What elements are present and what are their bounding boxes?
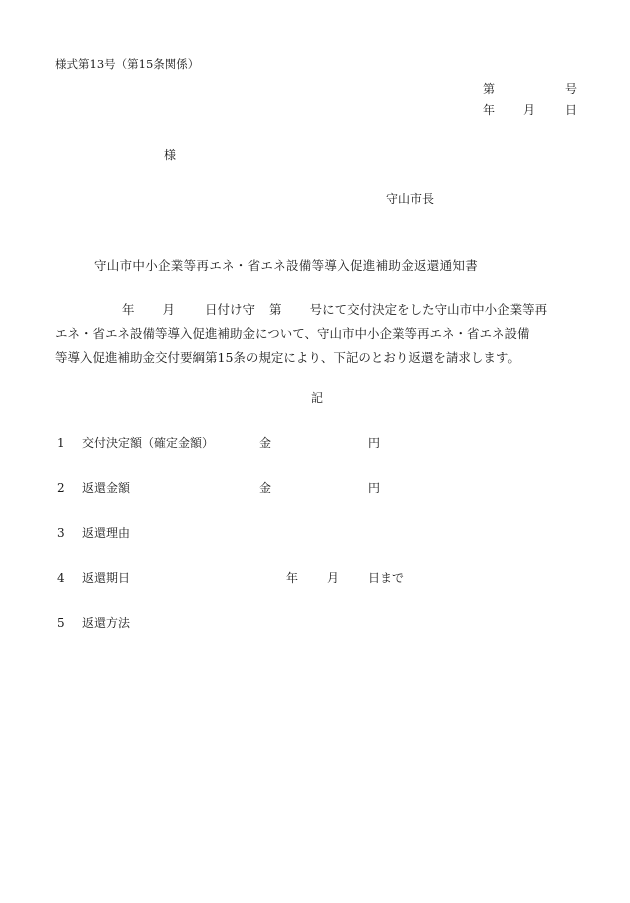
date-day: 日 (565, 103, 578, 117)
item-number: 4 (57, 571, 65, 585)
body-month: 月 (162, 302, 176, 317)
item-label-return-deadline: 返還期日 (82, 571, 131, 585)
body-day-text: 日付け守 (205, 302, 256, 317)
item-number: 2 (57, 481, 65, 495)
body-dai: 第 (269, 302, 282, 317)
item-label-return-reason: 返還理由 (82, 526, 131, 540)
item-kin: 金 (259, 436, 272, 450)
body-line-2: エネ・省エネ設備等導入促進補助金について、守山市中小企業等再エネ・省エネ設備 (55, 326, 530, 341)
item-number: 1 (57, 436, 65, 450)
date-month: 月 (523, 103, 536, 117)
body-line1-rest: 号にて交付決定をした守山市中小企業等再 (309, 302, 548, 317)
ki-heading: 記 (311, 391, 324, 405)
date-year: 年 (483, 103, 496, 117)
item-label-return-method: 返還方法 (82, 616, 131, 630)
doc-number-prefix: 第 (483, 82, 496, 96)
item-yen: 円 (368, 436, 381, 450)
body-line-3: 等導入促進補助金交付要綱第15条の規定により、下記のとおり返還を請求します。 (55, 350, 520, 365)
item-kin: 金 (259, 481, 272, 495)
body-line-1 (55, 298, 577, 322)
item-year: 年 (286, 571, 299, 585)
item-number: 3 (57, 526, 65, 540)
body-year: 年 (122, 302, 135, 317)
doc-number-suffix: 号 (565, 82, 578, 96)
form-number: 様式第13号（第15条関係） (55, 57, 200, 71)
item-label-decision-amount: 交付決定額（確定金額） (82, 436, 215, 450)
document-title: 守山市中小企業等再エネ・省エネ設備等導入促進補助金返還通知書 (94, 258, 479, 273)
item-yen: 円 (368, 481, 381, 495)
recipient-suffix: 様 (164, 148, 177, 162)
sender-name: 守山市長 (386, 192, 435, 206)
body-paragraph (55, 298, 577, 370)
item-month: 月 (327, 571, 340, 585)
item-number: 5 (57, 616, 65, 630)
item-label-return-amount: 返還金額 (82, 481, 131, 495)
item-day: 日まで (368, 571, 405, 585)
